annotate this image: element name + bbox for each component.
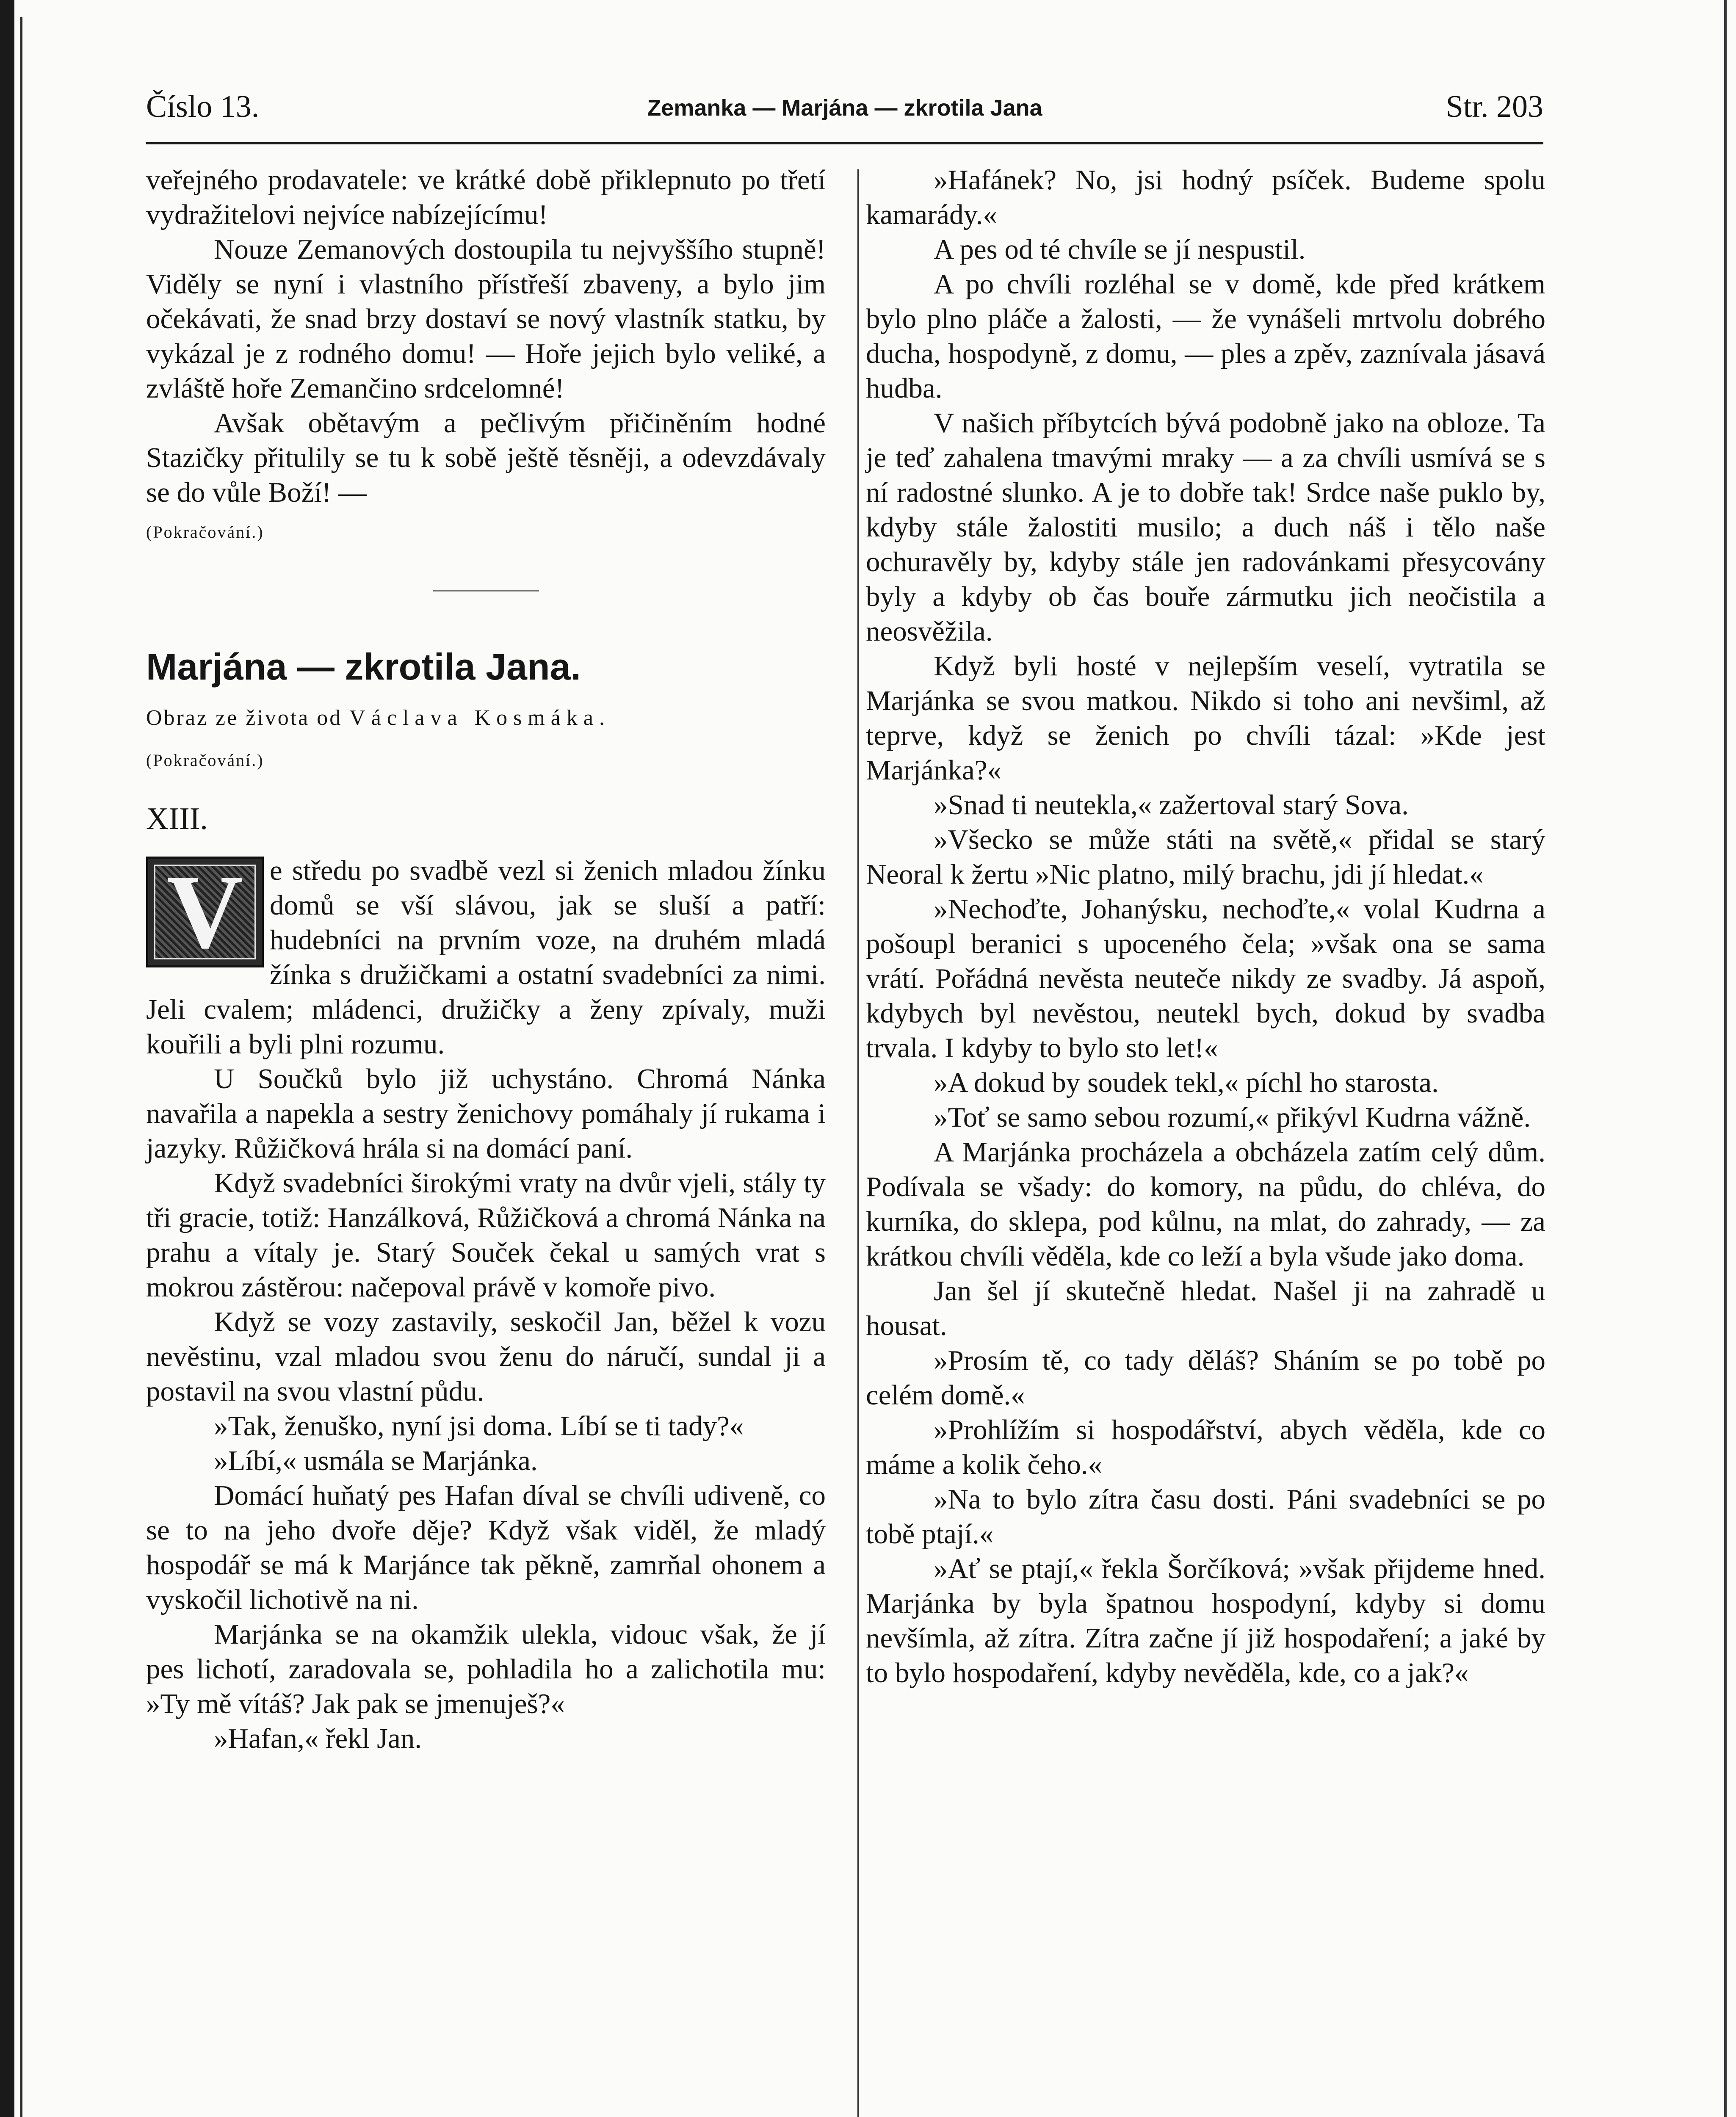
scan-line-left — [20, 17, 22, 2117]
paragraph: Když se vozy zastavily, seskočil Jan, běžel k vozu nevěstinu, vzal mladou svou ženu do náručí, sundal ji a postavil na svou vlastní půdu. — [146, 1306, 826, 1407]
left-column — [146, 163, 826, 1756]
scan-line-right — [1724, 0, 1727, 2117]
paragraph: »Hafánek? No, jsi hodný psíček. Budeme spolu kamarády.« — [866, 164, 1545, 230]
paragraph: »Hafan,« řekl Jan. — [214, 1723, 422, 1754]
continuation-note: (Pokračování.) — [146, 522, 264, 542]
story-continuation: (Pokračování.) — [146, 751, 264, 770]
paragraph: Jan šel jí skutečně hledat. Našel ji na zahradě u housat. — [866, 1275, 1545, 1341]
paragraph: »Tak, ženuško, nyní jsi doma. Líbí se ti tady?« — [214, 1410, 744, 1442]
paragraph: »Toť se samo sebou rozumí,« přikývl Kudrna vážně. — [934, 1102, 1531, 1133]
issue-number: Číslo 13. — [146, 89, 260, 124]
paragraph: »A dokud by soudek tekl,« píchl ho starosta. — [934, 1067, 1439, 1098]
story-author: Václava Kosmáka. — [349, 706, 611, 730]
paragraph: Nouze Zemanových dostoupila tu nejvyššího stupně! Viděly se nyní i vlastního přístřeší zbaveny, a bylo jim očekávati, že snad brzy dostaví se nový vlastník statku, by vykázal je z rodného domu! — Hoře jejich bylo veliké, a zvláště hoře Zemančino srdcelomné! — [146, 234, 826, 404]
paragraph: »Snad ti neutekla,« zažertoval starý Sova. — [934, 789, 1409, 821]
header-rule — [146, 142, 1543, 144]
running-title: Zemanka — Marjána — zkrotila Jana — [647, 95, 1042, 121]
right-column — [866, 163, 1545, 1690]
page-number: Str. 203 — [1446, 89, 1543, 124]
paragraph: Když svadebníci širokými vraty na dvůr vjeli, stály ty tři gracie, totiž: Hanzálková, Růžičková a chromá Nánka na prahu a vítaly je. Starý Souček čekal u samých vrat s mokrou zástěrou: načepoval právě v komoře pivo. — [146, 1167, 826, 1303]
paragraph: »Líbí,« usmála se Marjánka. — [214, 1445, 538, 1476]
paragraph: A Marjánka procházela a obcházela zatím celý dům. Podívala se všady: do komory, na půdu, do chléva, do kurníka, do sklepa, pod kůlnu, na mlat, do zahrady, — za krátkou chvíli věděla, kde co leží a byla všude jako doma. — [866, 1136, 1545, 1272]
drop-cap-letter: V — [166, 853, 243, 970]
paragraph: U Součků bylo již uchystáno. Chromá Nánka navařila a napekla a sestry ženichovy pomáhaly jí rukama i jazyky. Růžičková hrála si na domácí paní. — [146, 1063, 826, 1164]
paragraph: A pes od té chvíle se jí nespustil. — [934, 234, 1306, 265]
scan-edge-left — [0, 0, 14, 2117]
paragraph: Když byli hosté v nejlepším veselí, vytratila se Marjánka se svou matkou. Nikdo si toho ani nevšiml, až teprve, když se ženich po chvíli tázal: »Kde jest Marjánka?« — [866, 650, 1545, 786]
paragraph: »Na to bylo zítra času dosti. Páni svadebníci se po tobě ptají.« — [866, 1484, 1545, 1550]
page-header — [146, 89, 1543, 140]
paragraph: Marjánka se na okamžik ulekla, vidouc však, že jí pes lichotí, zaradovala se, pohladila ho a zalichotila mu: »Ty mě vítáš? Jak pak se jmenuješ?« — [146, 1619, 826, 1719]
paragraph: Domácí huňatý pes Hafan díval se chvíli udiveně, co se to na jeho dvoře děje? Když však viděl, že mladý hospodář se má k Marjánce tak pěkně, zamrňal ohonem a vyskočil lichotivě na ni. — [146, 1480, 826, 1615]
column-divider — [857, 169, 859, 2117]
paragraph: »Prohlížím si hospodářství, abych věděla, kde co máme a kolik čeho.« — [866, 1414, 1545, 1480]
paragraph: A po chvíli rozléhal se v domě, kde před krátkem bylo plno pláče a žalosti, — že vynášeli mrtvolu dobrého ducha, hospodyně, z domu, — ples a zpěv, zaznívala jásavá hudba. — [866, 268, 1545, 404]
paragraph: »Nechoďte, Johanýsku, nechoďte,« volal Kudrna a pošoupl beranici s upoceného čela; »však ona se sama vrátí. Pořádná nevěsta neuteče nikdy ze svadby. Já aspoň, kdybych byl nevěstou, neutekl bych, dokud by svadba trvala. I kdyby to bylo sto let!« — [866, 893, 1545, 1064]
story-subtitle — [146, 701, 826, 735]
paragraph: veřejného prodavatele: ve krátké době přiklepnuto po třetí vydražitelovi nejvíce nabízejícímu! — [146, 164, 826, 230]
story-first-paragraph: e středu po svadbě vezl si ženich mladou žínku domů se vší slávou, jak se sluší a patří: hudebníci na prvním voze, na druhém mladá žínka s družičkami a ostatní svadebníci za nimi. Jeli cvalem; mládenci, družičky a ženy zpívaly, muži kouřili a byli plni rozumu. — [146, 855, 826, 1060]
paragraph: V našich příbytcích bývá podobně jako na obloze. Ta je teď zahalena tmavými mraky — a za chvíli usmívá se s ní radostné slunko. A je to dobře tak! Srdce naše puklo by, kdyby stále žalostiti musilo; a duch náš i tělo naše ochuravěly by, kdyby stále jen radovánkami přesycovány byly a kdyby ob čas bouře zármutku jich neočistila a neosvěžila. — [866, 407, 1545, 647]
subtitle-prefix: Obraz ze života od — [146, 706, 343, 730]
section-separator — [433, 590, 539, 591]
chapter-number: XIII. — [146, 801, 208, 836]
paragraph: »Ať se ptají,« řekla Šorčíková; »však přijdeme hned. Marjánka by byla špatnou hospodyní, kdyby si domu nevšímla, až zítra. Zítra začne jí již hospodaření; a jaké by to bylo hospodaření, kdyby nevěděla, kde, co a jak?« — [866, 1553, 1545, 1689]
drop-cap — [146, 853, 264, 970]
paragraph: Avšak obětavým a pečlivým přičiněním hodné Stazičky přitulily se tu k sobě ještě těsněji, a odevzdávaly se do vůle Boží! — — [146, 407, 826, 508]
paragraph: »Všecko se může státi na světě,« přidal se starý Neoral k žertu »Nic platno, milý brachu, jdi jí hledat.« — [866, 824, 1545, 890]
story-title: Marjána — zkrotila Jana. — [146, 646, 581, 688]
paragraph: »Prosím tě, co tady děláš? Sháním se po tobě po celém domě.« — [866, 1345, 1545, 1411]
